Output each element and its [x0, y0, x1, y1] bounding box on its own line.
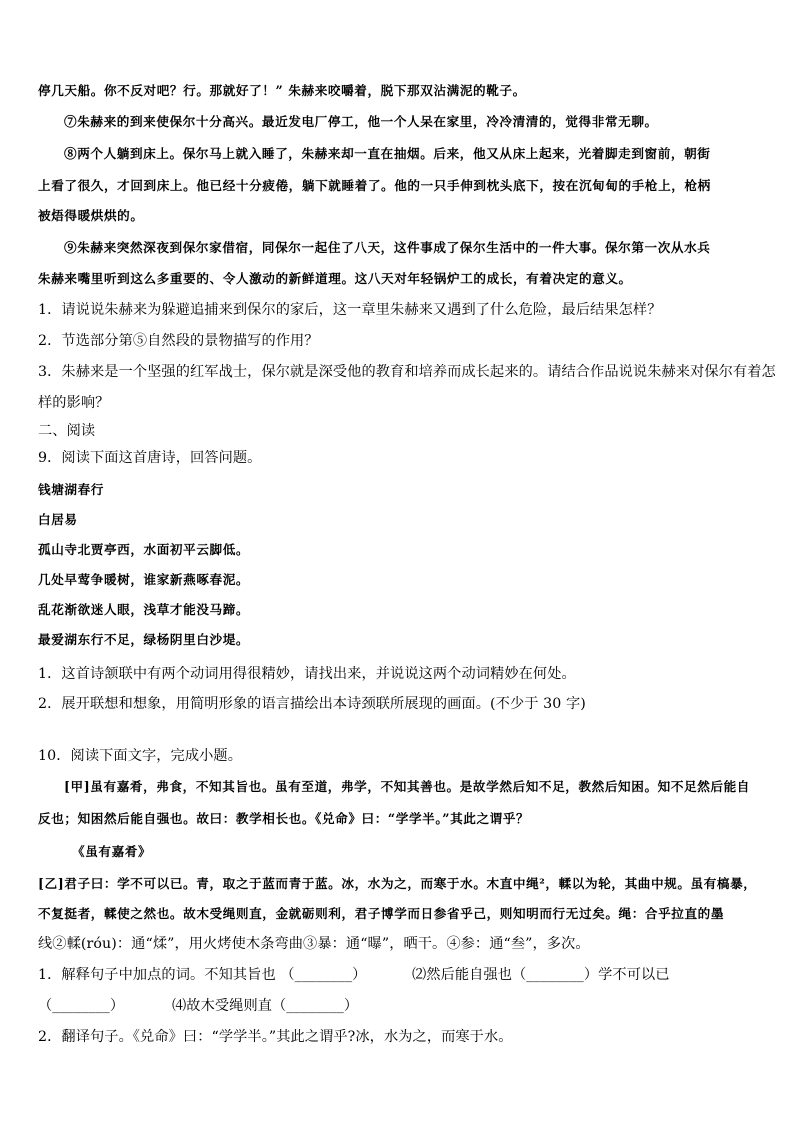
passage-paragraph-8-line2: 上看了很久，才回到床上。他已经十分疲倦，躺下就睡着了。他的一只手伸到枕头底下，按在沉甸甸的手枪上，枪柄 [38, 178, 711, 193]
question-10-2: 2．翻译句子。《兑命》曰：“学学半。”其此之谓乎?冰，水为之，而寒于水。 [38, 1029, 513, 1045]
question-10-1-part-d: ⑷故木受绳则直（________） [172, 998, 359, 1014]
poem-author: 白居易 [38, 512, 78, 527]
question-10-1-blank-3: （________） [38, 998, 125, 1014]
passage-line: 停几天船。你不反对吧？行。那就好了！” 朱赫来咬嚼着，脱下那双沾满泥的靴子。 [38, 83, 526, 98]
poem-line-2: 几处早莺争暖树，谁家新燕啄春泥。 [38, 572, 250, 587]
text-jia-line2: 反也；知困然后能自强也。故曰：教学相长也。《兑命》曰：“学学半。”其此之谓乎？ [38, 811, 530, 826]
passage-paragraph-8-line3: 被焐得暖烘烘的。 [38, 208, 144, 223]
passage-paragraph-7: ⑦朱赫来的到来使保尔十分高兴。最近发电厂停工，他一个人呆在家里，冷冷清清的，觉得非常无聊。 [64, 114, 658, 129]
poem-line-4: 最爱湖东行不足，绿杨阴里白沙堤。 [38, 632, 250, 647]
poem-line-3: 乱花渐欲迷人眼，浅草才能没马蹄。 [38, 602, 250, 617]
question-9-1: 1．这首诗颔联中有两个动词用得很精妙，请找出来，并说说这两个动词精妙在何处。 [38, 666, 576, 682]
section-heading: 二、阅读 [38, 423, 96, 439]
poem-line-1: 孤山寺北贾亭西，水面初平云脚低。 [38, 542, 250, 557]
question-8-3-line1: 3．朱赫来是一个坚强的红军战士，保尔就是深受他的教育和培养而成长起来的。请结合作品说说朱赫来对保尔有着怎 [38, 364, 776, 380]
question-8-1: 1．请说说朱赫来为躲避追捕来到保尔的家后，这一章里朱赫来又遇到了什么危险，最后结果怎样？ [38, 302, 662, 318]
passage-paragraph-9-line1: ⑨朱赫来突然深夜到保尔家借宿，同保尔一起住了八天，这件事成了保尔生活中的一件大事。保尔第一次从水兵 [64, 240, 711, 255]
question-10-title: 10．阅读下面文字，完成小题。 [38, 748, 242, 764]
question-10-1-part-a: 1．解释句子中加点的词。不知其旨也 （________） [38, 967, 367, 983]
passage-paragraph-8-line1: ⑧两个人躺到床上。保尔马上就入睡了，朱赫来却一直在抽烟。后来，他又从床上起来，光着脚走到窗前，朝街 [64, 146, 711, 161]
text-jia-line1: [甲]虽有嘉肴，弗食，不知其旨也。虽有至道，弗学，不知其善也。是故学然后知不足，教然后知困。知不足然后能自 [64, 779, 750, 794]
text-jia-source: 《虽有嘉肴》 [72, 844, 152, 859]
text-yi-line1: [乙]君子曰：学不可以已。青，取之于蓝而青于蓝。冰，水为之，而寒于水。木直中绳²，輮以为轮，其曲中规。虽有槁暴， [38, 876, 757, 891]
question-8-3-line2: 样的影响？ [38, 395, 110, 411]
question-9-title: 9．阅读下面这首唐诗，回答问题。 [38, 450, 262, 466]
question-8-2: 2．节选部分第⑤自然段的景物描写的作用？ [38, 333, 319, 349]
text-yi-notes: 线②輮(róu)：通“煣”，用火烤使木条弯曲③暴：通“曝”，晒干。④参：通“叁”，多次。 [38, 936, 590, 952]
question-10-1-part-b: ⑵然后能自强也（________）学不可以已 [412, 967, 670, 983]
text-yi-line2: 不复挺者，輮使之然也。故木受绳则直，金就砺则利，君子博学而日参省乎己，则知明而行无过矣。绳：合乎拉直的墨 [38, 906, 725, 921]
question-9-2: 2．展开联想和想象，用简明形象的语言描绘出本诗颈联所展现的画面。(不少于 30 字) [38, 696, 586, 712]
poem-title: 钱塘湖春行 [38, 482, 104, 497]
passage-paragraph-9-line2: 朱赫来嘴里听到这么多重要的、令人激动的新鲜道理。这八天对年轻锅炉工的成长，有着决定的意义。 [38, 271, 632, 286]
